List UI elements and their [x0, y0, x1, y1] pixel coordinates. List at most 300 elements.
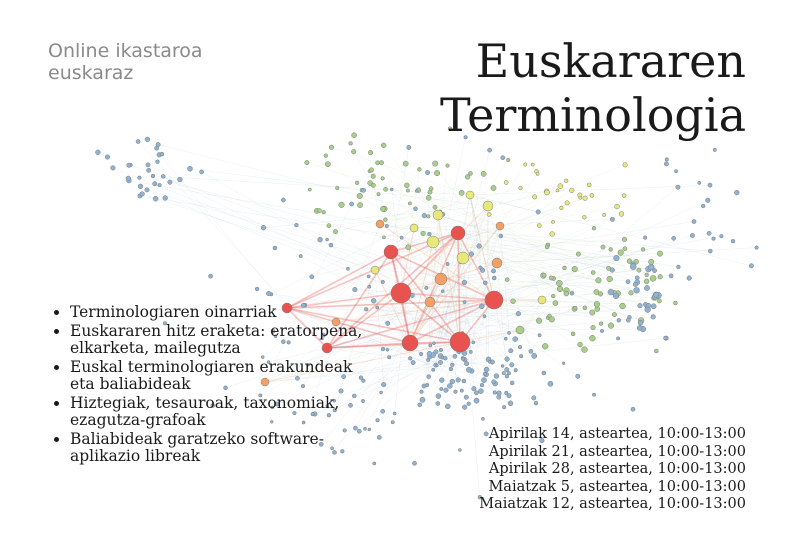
graph-node — [480, 268, 485, 273]
graph-node — [519, 354, 523, 358]
graph-node — [592, 226, 596, 230]
graph-node — [548, 381, 553, 386]
graph-node — [616, 337, 619, 340]
graph-node — [646, 303, 650, 307]
graph-hub-node — [451, 226, 465, 240]
graph-node — [536, 210, 540, 214]
graph-node — [351, 149, 356, 154]
graph-node — [178, 177, 183, 182]
graph-node — [513, 337, 518, 342]
graph-node — [542, 371, 546, 375]
graph-node — [634, 287, 640, 293]
graph-node — [519, 186, 523, 190]
graph-node — [631, 407, 635, 411]
graph-node — [587, 183, 591, 187]
graph-node — [422, 213, 427, 218]
graph-node — [649, 259, 654, 264]
graph-node — [362, 188, 366, 192]
graph-node — [562, 362, 565, 365]
graph-node — [377, 193, 380, 196]
graph-node — [449, 367, 453, 371]
graph-node — [418, 168, 422, 172]
graph-node — [499, 234, 503, 238]
graph-node — [381, 143, 386, 148]
graph-node — [505, 367, 509, 371]
graph-node — [376, 418, 380, 422]
graph-node — [480, 383, 484, 387]
graph-node — [434, 170, 439, 175]
graph-node — [507, 331, 510, 334]
graph-node — [371, 174, 376, 179]
title-line-1: Euskararen — [475, 34, 746, 88]
graph-edge — [158, 145, 438, 215]
graph-node — [255, 287, 259, 291]
graph-node — [421, 231, 426, 236]
graph-node — [524, 163, 527, 166]
graph-node — [414, 207, 418, 211]
graph-node — [545, 245, 549, 249]
graph-node — [529, 349, 533, 353]
graph-node — [405, 183, 410, 188]
graph-node — [371, 183, 375, 187]
graph-node — [549, 317, 555, 323]
graph-node — [582, 347, 588, 353]
graph-node — [553, 301, 558, 306]
graph-node — [487, 212, 491, 216]
graph-node — [497, 395, 501, 399]
graph-node — [638, 320, 643, 325]
graph-node — [380, 206, 385, 211]
graph-node — [460, 389, 463, 392]
graph-node — [425, 286, 428, 289]
graph-node — [483, 281, 487, 285]
graph-node — [516, 311, 521, 316]
title-line-2: Terminologia — [440, 88, 746, 142]
graph-node — [412, 461, 416, 465]
graph-node — [376, 220, 384, 228]
graph-node — [674, 170, 677, 173]
graph-node — [532, 195, 536, 199]
graph-node — [645, 273, 649, 277]
graph-node — [713, 148, 716, 151]
graph-node — [381, 409, 385, 413]
graph-node — [384, 218, 388, 222]
graph-node — [592, 393, 595, 396]
graph-node — [505, 278, 509, 282]
graph-node — [357, 193, 362, 198]
graph-node — [600, 329, 603, 332]
graph-node — [369, 168, 373, 172]
graph-node — [536, 318, 542, 324]
graph-node — [436, 364, 439, 367]
graph-node — [462, 405, 467, 410]
session-date: Apirilak 28, asteartea, 10:00-13:00 — [488, 461, 746, 477]
graph-node — [708, 183, 712, 187]
graph-node — [508, 401, 513, 406]
graph-node — [550, 232, 555, 237]
graph-node — [653, 269, 657, 273]
graph-node — [644, 279, 649, 284]
graph-node — [439, 378, 444, 383]
graph-node — [425, 170, 429, 174]
topic-item: • Euskal terminologiaren erakundeak eta baliabideak — [70, 359, 370, 393]
graph-node — [472, 386, 477, 391]
graph-node — [510, 363, 514, 367]
graph-node — [439, 348, 443, 352]
graph-node — [435, 273, 447, 285]
graph-node — [556, 280, 562, 286]
graph-node — [432, 368, 435, 371]
graph-node — [429, 344, 432, 347]
graph-node — [379, 161, 383, 165]
graph-node — [336, 186, 340, 190]
graph-node — [510, 381, 514, 385]
graph-node — [622, 237, 627, 242]
graph-node — [635, 276, 639, 280]
graph-node — [698, 181, 701, 184]
graph-node — [492, 258, 502, 268]
graph-node — [578, 342, 583, 347]
graph-hub-node — [485, 291, 503, 309]
graph-node — [664, 336, 668, 340]
graph-node — [138, 176, 142, 180]
graph-node — [564, 291, 569, 296]
graph-node — [153, 196, 158, 201]
graph-node — [446, 164, 450, 168]
graph-node — [650, 275, 656, 281]
graph-node — [607, 276, 613, 282]
graph-node — [654, 349, 658, 353]
graph-node — [564, 179, 568, 183]
graph-node — [591, 271, 595, 275]
graph-node — [333, 230, 337, 234]
graph-node — [273, 246, 277, 250]
graph-node — [626, 280, 630, 284]
graph-node — [408, 357, 412, 361]
graph-node — [545, 190, 550, 195]
graph-node — [444, 388, 449, 393]
graph-node — [453, 354, 457, 358]
graph-node — [612, 312, 616, 316]
graph-node — [299, 254, 302, 257]
graph-node — [598, 292, 603, 297]
graph-node — [590, 193, 594, 197]
graph-node — [734, 190, 739, 195]
graph-node — [408, 202, 411, 205]
graph-node — [138, 184, 143, 189]
graph-node — [622, 194, 626, 198]
graph-node — [156, 142, 160, 146]
graph-node — [556, 189, 559, 192]
graph-node — [708, 249, 712, 253]
graph-node — [651, 304, 656, 309]
graph-node — [444, 356, 448, 360]
graph-node — [501, 365, 504, 368]
graph-node — [474, 391, 478, 395]
graph-node — [436, 394, 441, 399]
graph-node — [387, 355, 391, 359]
graph-node — [509, 349, 513, 353]
graph-node — [630, 264, 636, 270]
graph-node — [637, 326, 642, 331]
graph-node — [469, 350, 472, 353]
graph-node — [664, 162, 668, 166]
graph-edge — [147, 139, 287, 308]
graph-node — [706, 198, 711, 203]
graph-node — [492, 380, 496, 384]
graph-node — [558, 184, 563, 189]
graph-node — [317, 209, 321, 213]
graph-node — [163, 196, 168, 201]
graph-node — [406, 189, 409, 192]
graph-node — [590, 335, 596, 341]
graph-node — [690, 233, 694, 237]
graph-node — [502, 371, 505, 374]
graph-node — [615, 204, 620, 209]
topic-item: • Euskararen hitz eraketa: eratorpena, elkarketa, mailegutza — [70, 323, 370, 357]
graph-node — [200, 170, 204, 174]
graph-node — [373, 462, 376, 465]
graph-node — [147, 168, 151, 172]
graph-node — [657, 251, 662, 256]
graph-node — [406, 245, 411, 250]
graph-node — [610, 268, 615, 273]
graph-node — [349, 142, 353, 146]
subtitle-line-1: Online ikastaroa — [48, 40, 203, 62]
graph-node — [676, 185, 680, 189]
graph-node — [420, 397, 425, 402]
graph-node — [623, 247, 627, 251]
graph-node — [458, 449, 461, 452]
graph-node — [494, 374, 499, 379]
graph-node — [445, 404, 450, 409]
graph-node — [433, 205, 437, 209]
graph-node — [469, 252, 474, 257]
graph-node — [305, 160, 309, 164]
graph-node — [441, 290, 444, 293]
graph-node — [310, 275, 314, 279]
graph-node — [531, 163, 534, 166]
graph-node — [599, 322, 603, 326]
graph-node — [188, 166, 193, 171]
graph-node — [339, 202, 345, 208]
graph-node — [381, 177, 385, 181]
graph-node — [731, 239, 735, 243]
graph-node — [492, 276, 496, 280]
graph-node — [368, 285, 371, 288]
graph-node — [557, 286, 563, 292]
graph-node — [590, 310, 595, 315]
graph-node — [457, 252, 469, 264]
graph-node — [638, 303, 643, 308]
session-dates — [479, 426, 746, 514]
graph-node — [563, 266, 567, 270]
graph-node — [466, 191, 474, 199]
graph-node — [583, 306, 587, 310]
graph-node — [511, 299, 516, 304]
graph-node — [490, 360, 494, 364]
graph-node — [594, 301, 600, 307]
graph-hub-node — [384, 245, 398, 259]
graph-hub-node — [391, 283, 411, 303]
graph-node — [327, 224, 331, 228]
graph-node — [145, 188, 149, 192]
graph-node — [371, 298, 376, 303]
graph-node — [481, 378, 486, 383]
graph-node — [583, 196, 588, 201]
graph-node — [583, 215, 587, 219]
graph-node — [537, 224, 541, 228]
graph-node — [127, 163, 131, 167]
graph-edge — [140, 196, 433, 242]
graph-node — [483, 315, 486, 318]
graph-node — [153, 182, 157, 186]
graph-node — [161, 174, 165, 178]
graph-node — [749, 264, 753, 268]
graph-node — [532, 396, 536, 400]
graph-node — [619, 212, 624, 217]
graph-node — [422, 384, 426, 388]
graph-node — [381, 280, 385, 284]
graph-node — [620, 303, 626, 309]
graph-node — [353, 287, 358, 292]
graph-node — [629, 291, 634, 296]
graph-node — [687, 276, 692, 281]
graph-node — [466, 367, 471, 372]
graph-node — [479, 304, 484, 309]
graph-node — [534, 401, 538, 405]
graph-node — [281, 198, 285, 202]
graph-node — [502, 405, 506, 409]
graph-node — [427, 236, 439, 248]
graph-node — [462, 357, 465, 360]
graph-node — [574, 306, 578, 310]
graph-node — [488, 148, 492, 152]
graph-node — [426, 358, 430, 362]
graph-node — [322, 210, 326, 214]
graph-edge — [131, 165, 441, 279]
graph-node — [518, 345, 522, 349]
graph-node — [145, 137, 150, 142]
graph-node — [514, 368, 518, 372]
graph-node — [308, 188, 311, 191]
graph-node — [346, 267, 349, 270]
graph-node — [371, 266, 379, 274]
graph-hub-node — [402, 335, 418, 351]
graph-node — [420, 390, 424, 394]
graph-node — [367, 275, 370, 278]
graph-node — [613, 293, 619, 299]
graph-hub-node — [450, 332, 470, 352]
graph-node — [507, 394, 511, 398]
graph-node — [570, 291, 574, 295]
graph-node — [376, 306, 379, 309]
graph-node — [493, 391, 497, 395]
graph-node — [329, 243, 333, 247]
graph-node — [565, 201, 569, 205]
graph-node — [491, 269, 495, 273]
graph-node — [295, 223, 299, 227]
graph-node — [380, 391, 383, 394]
graph-node — [158, 183, 162, 187]
graph-node — [426, 195, 431, 200]
graph-node — [400, 236, 403, 239]
graph-node — [418, 403, 422, 407]
graph-node — [464, 362, 468, 366]
graph-node — [266, 291, 271, 296]
graph-node — [481, 171, 486, 176]
graph-node — [472, 341, 475, 344]
graph-node — [637, 268, 641, 272]
graph-node — [617, 318, 621, 322]
graph-node — [381, 382, 386, 387]
topic-item: • Hiztegiak, tesauroak, taxonomiak, ezagutza-grafoak — [70, 395, 370, 429]
graph-node — [386, 348, 389, 351]
graph-node — [111, 166, 116, 171]
graph-node — [677, 265, 681, 269]
graph-node — [601, 245, 605, 249]
topic-list — [46, 304, 370, 467]
graph-node — [571, 332, 575, 336]
graph-node — [391, 421, 394, 424]
graph-node — [643, 236, 647, 240]
session-date: Maiatzak 5, asteartea, 10:00-13:00 — [488, 478, 746, 495]
graph-node — [456, 378, 461, 383]
session-date: Apirilak 14, asteartea, 10:00-13:00 — [488, 426, 746, 442]
graph-node — [483, 372, 487, 376]
graph-node — [569, 188, 574, 193]
graph-node — [411, 360, 415, 364]
graph-node — [385, 224, 388, 227]
graph-node — [151, 174, 155, 178]
graph-node — [672, 236, 676, 240]
graph-node — [478, 389, 483, 394]
graph-node — [463, 301, 466, 304]
graph-node — [384, 187, 388, 191]
graph-node — [352, 133, 357, 138]
graph-node — [504, 180, 508, 184]
graph-edge — [202, 172, 430, 302]
graph-node — [484, 367, 489, 372]
graph-node — [609, 248, 613, 252]
graph-node — [641, 248, 645, 252]
session-date: Apirilak 21, asteartea, 10:00-13:00 — [488, 443, 746, 460]
graph-node — [626, 318, 630, 322]
graph-node — [403, 161, 408, 166]
topic-item: • Baliabideak garatzeko software-aplikazio libreak — [70, 431, 370, 465]
graph-node — [665, 158, 669, 162]
graph-node — [450, 363, 454, 367]
graph-node — [368, 150, 373, 155]
graph-node — [156, 160, 160, 164]
graph-node — [465, 175, 470, 180]
graph-node — [707, 231, 711, 235]
graph-node — [160, 152, 164, 156]
graph-node — [579, 196, 582, 199]
graph-node — [483, 201, 493, 211]
graph-node — [608, 289, 614, 295]
graph-node — [377, 435, 381, 439]
graph-node — [538, 296, 546, 304]
graph-node — [318, 237, 323, 242]
graph-node — [429, 187, 433, 191]
graph-node — [386, 321, 390, 325]
graph-node — [505, 374, 509, 378]
graph-node — [596, 278, 602, 284]
graph-node — [381, 347, 385, 351]
graph-node — [440, 387, 443, 390]
graph-node — [516, 326, 524, 334]
